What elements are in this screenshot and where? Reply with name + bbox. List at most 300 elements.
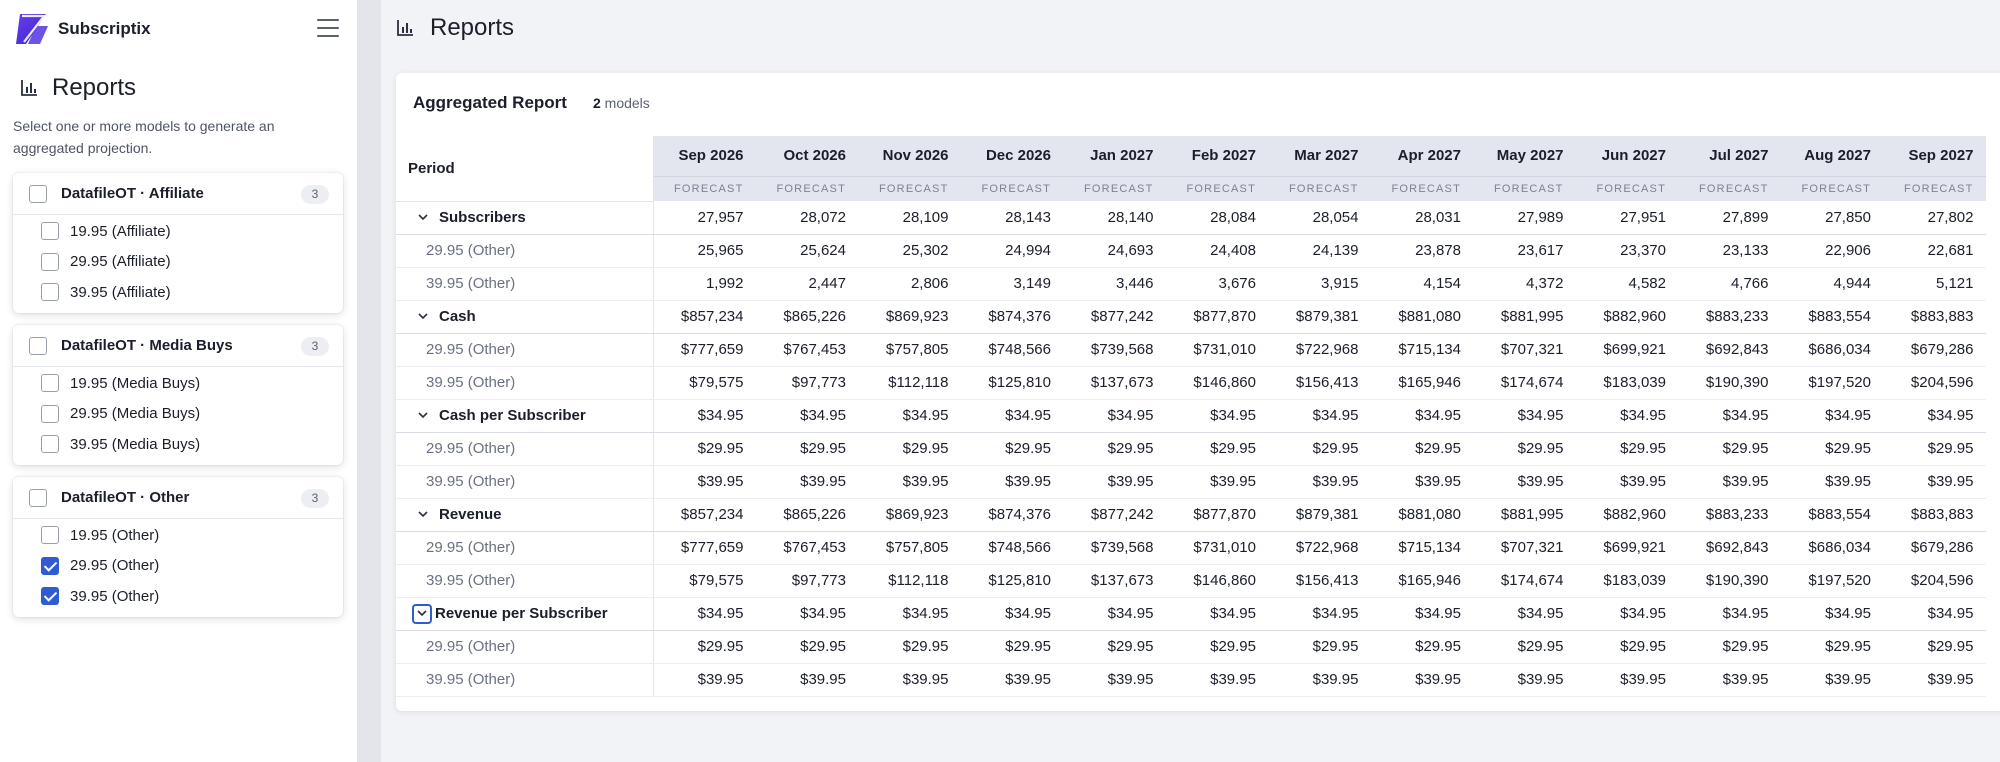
group-checkbox[interactable] <box>29 489 47 507</box>
value-cell: $112,118 <box>858 564 961 597</box>
value-cell: $137,673 <box>1063 564 1166 597</box>
value-cell: 4,582 <box>1576 267 1679 300</box>
value-cell: $39.95 <box>961 465 1064 498</box>
value-cell: $39.95 <box>1166 663 1269 696</box>
value-cell: $29.95 <box>1781 432 1884 465</box>
option-label: 19.95 (Media Buys) <box>70 374 201 392</box>
value-cell: $692,843 <box>1678 531 1781 564</box>
value-cell: $731,010 <box>1166 333 1269 366</box>
model-option[interactable] <box>13 429 343 460</box>
row-label-cell <box>396 663 653 696</box>
model-option[interactable] <box>13 277 343 308</box>
value-cell: 3,446 <box>1063 267 1166 300</box>
value-cell: 27,850 <box>1781 201 1884 234</box>
value-cell: $39.95 <box>756 465 859 498</box>
value-cell: $39.95 <box>1268 465 1371 498</box>
value-cell: $29.95 <box>1883 630 1986 663</box>
forecast-label: FORECAST <box>653 176 756 201</box>
value-cell: $874,376 <box>961 498 1064 531</box>
value-cell: $125,810 <box>961 564 1064 597</box>
row-label-cell <box>396 432 653 465</box>
model-group <box>13 325 343 465</box>
value-cell: $29.95 <box>1576 630 1679 663</box>
value-cell: 24,139 <box>1268 234 1371 267</box>
value-cell: 4,766 <box>1678 267 1781 300</box>
models-count <box>593 95 650 111</box>
value-cell: $877,242 <box>1063 300 1166 333</box>
value-cell: $767,453 <box>756 531 859 564</box>
value-cell: $125,810 <box>961 366 1064 399</box>
page-header <box>396 14 514 42</box>
option-checkbox[interactable] <box>41 557 59 575</box>
value-cell: $39.95 <box>1678 663 1781 696</box>
value-cell: 3,676 <box>1166 267 1269 300</box>
value-cell: $146,860 <box>1166 564 1269 597</box>
value-cell: $39.95 <box>1781 465 1884 498</box>
value-cell: 28,072 <box>756 201 859 234</box>
value-cell: $39.95 <box>1371 663 1474 696</box>
value-cell: $29.95 <box>1678 432 1781 465</box>
value-cell: $39.95 <box>1473 465 1576 498</box>
row-label: 39.95 (Other) <box>426 671 516 688</box>
value-cell: $34.95 <box>653 399 756 432</box>
option-checkbox[interactable] <box>41 222 59 240</box>
row-label: Revenue <box>439 505 502 523</box>
sidebar-title <box>20 74 136 102</box>
month-header: Jun 2027 <box>1576 136 1679 176</box>
group-name: DatafileOT · Other <box>61 489 190 506</box>
forecast-label: FORECAST <box>1371 176 1474 201</box>
forecast-label: FORECAST <box>1166 176 1269 201</box>
value-cell: 28,031 <box>1371 201 1474 234</box>
value-cell: $183,039 <box>1576 366 1679 399</box>
value-cell: $857,234 <box>653 498 756 531</box>
value-cell: $881,995 <box>1473 300 1576 333</box>
option-checkbox[interactable] <box>41 374 59 392</box>
model-group-header[interactable] <box>13 325 343 367</box>
forecast-label: FORECAST <box>1268 176 1371 201</box>
value-cell: $39.95 <box>858 465 961 498</box>
value-cell: $39.95 <box>1063 465 1166 498</box>
metric-group-row[interactable] <box>396 597 1986 630</box>
value-cell: $39.95 <box>1268 663 1371 696</box>
subscriptix-logo[interactable] <box>14 12 50 46</box>
value-cell: $39.95 <box>1063 663 1166 696</box>
month-header: Dec 2026 <box>961 136 1064 176</box>
row-label: 29.95 (Other) <box>426 341 516 358</box>
metric-sub-row <box>396 333 1986 366</box>
metric-sub-row <box>396 366 1986 399</box>
value-cell: $39.95 <box>858 663 961 696</box>
row-label: 39.95 (Other) <box>426 374 516 391</box>
model-option[interactable] <box>13 216 343 247</box>
group-checkbox[interactable] <box>29 337 47 355</box>
value-cell: $39.95 <box>653 465 756 498</box>
value-cell: $882,960 <box>1576 300 1679 333</box>
value-cell: 24,994 <box>961 234 1064 267</box>
value-cell: $39.95 <box>1371 465 1474 498</box>
sidebar-header <box>14 14 344 44</box>
value-cell: 27,989 <box>1473 201 1576 234</box>
value-cell: 28,140 <box>1063 201 1166 234</box>
model-option[interactable] <box>13 399 343 430</box>
app-name: Subscriptix <box>58 19 151 38</box>
metric-group-row[interactable] <box>396 300 1986 333</box>
value-cell: $204,596 <box>1883 564 1986 597</box>
value-cell: $156,413 <box>1268 366 1371 399</box>
value-cell: $29.95 <box>1063 432 1166 465</box>
value-cell: $174,674 <box>1473 366 1576 399</box>
row-label-cell <box>396 498 653 531</box>
value-cell: 2,806 <box>858 267 961 300</box>
model-option[interactable] <box>13 368 343 399</box>
value-cell: $34.95 <box>961 597 1064 630</box>
value-cell: $767,453 <box>756 333 859 366</box>
value-cell: $29.95 <box>1166 630 1269 663</box>
value-cell: $882,960 <box>1576 498 1679 531</box>
value-cell: 3,149 <box>961 267 1064 300</box>
value-cell: 23,370 <box>1576 234 1679 267</box>
value-cell: $165,946 <box>1371 366 1474 399</box>
value-cell: $883,883 <box>1883 498 1986 531</box>
value-cell: $79,575 <box>653 366 756 399</box>
value-cell: $39.95 <box>756 663 859 696</box>
value-cell: $34.95 <box>1576 399 1679 432</box>
row-label: 39.95 (Other) <box>426 572 516 589</box>
value-cell: 28,084 <box>1166 201 1269 234</box>
value-cell: $39.95 <box>1576 465 1679 498</box>
value-cell: $34.95 <box>1473 597 1576 630</box>
group-count-badge: 3 <box>301 489 329 508</box>
forecast-label: FORECAST <box>961 176 1064 201</box>
value-cell: 4,944 <box>1781 267 1884 300</box>
month-header: Mar 2027 <box>1268 136 1371 176</box>
metric-sub-row <box>396 630 1986 663</box>
page-title: Reports <box>430 14 515 41</box>
sidebar <box>0 0 357 762</box>
row-label: 29.95 (Other) <box>426 638 516 655</box>
value-cell: $879,381 <box>1268 300 1371 333</box>
month-header: Nov 2026 <box>858 136 961 176</box>
value-cell: $731,010 <box>1166 531 1269 564</box>
hamburger-icon[interactable] <box>317 19 339 39</box>
value-cell: 22,681 <box>1883 234 1986 267</box>
value-cell: $748,566 <box>961 531 1064 564</box>
value-cell: $156,413 <box>1268 564 1371 597</box>
value-cell: $34.95 <box>1166 597 1269 630</box>
metric-sub-row <box>396 564 1986 597</box>
value-cell: 25,302 <box>858 234 961 267</box>
period-header: Period <box>396 136 653 201</box>
value-cell: 27,899 <box>1678 201 1781 234</box>
value-cell: 22,906 <box>1781 234 1884 267</box>
value-cell: $97,773 <box>756 366 859 399</box>
value-cell: 23,133 <box>1678 234 1781 267</box>
row-label: 29.95 (Other) <box>426 440 516 457</box>
group-count-badge: 3 <box>301 185 329 204</box>
value-cell: $165,946 <box>1371 564 1474 597</box>
row-label: 39.95 (Other) <box>426 275 516 292</box>
chevron-down-icon[interactable] <box>417 507 433 523</box>
value-cell: $777,659 <box>653 531 756 564</box>
value-cell: 2,447 <box>756 267 859 300</box>
value-cell: $883,554 <box>1781 498 1884 531</box>
value-cell: $722,968 <box>1268 333 1371 366</box>
value-cell: $34.95 <box>858 597 961 630</box>
metric-sub-row <box>396 432 1986 465</box>
value-cell: $29.95 <box>1268 432 1371 465</box>
value-cell: $881,080 <box>1371 498 1474 531</box>
value-cell: $748,566 <box>961 333 1064 366</box>
value-cell: 25,624 <box>756 234 859 267</box>
value-cell: $29.95 <box>1781 630 1884 663</box>
row-label-cell <box>396 531 653 564</box>
value-cell: $39.95 <box>1678 465 1781 498</box>
value-cell: 23,617 <box>1473 234 1576 267</box>
value-cell: $29.95 <box>653 432 756 465</box>
value-cell: $29.95 <box>1678 630 1781 663</box>
value-cell: $97,773 <box>756 564 859 597</box>
value-cell: $722,968 <box>1268 531 1371 564</box>
model-group <box>13 173 343 313</box>
value-cell: $34.95 <box>1678 399 1781 432</box>
value-cell: $112,118 <box>858 366 961 399</box>
metric-sub-row <box>396 267 1986 300</box>
value-cell: $197,520 <box>1781 564 1884 597</box>
chevron-down-icon[interactable] <box>412 604 432 624</box>
sidebar-description: Select one or more models to generate an aggregated projection. <box>13 118 275 156</box>
value-cell: $29.95 <box>1473 630 1576 663</box>
value-cell: $197,520 <box>1781 366 1884 399</box>
value-cell: $686,034 <box>1781 531 1884 564</box>
value-cell: 24,408 <box>1166 234 1269 267</box>
value-cell: $29.95 <box>756 630 859 663</box>
metric-sub-row <box>396 663 1986 696</box>
model-option[interactable] <box>13 247 343 278</box>
option-label: 29.95 (Affiliate) <box>70 253 171 271</box>
month-header: Aug 2027 <box>1781 136 1884 176</box>
value-cell: $686,034 <box>1781 333 1884 366</box>
metric-group-row[interactable] <box>396 201 1986 234</box>
value-cell: $29.95 <box>961 630 1064 663</box>
value-cell: $34.95 <box>858 399 961 432</box>
metric-group-row[interactable] <box>396 498 1986 531</box>
forecast-label: FORECAST <box>756 176 859 201</box>
value-cell: $29.95 <box>858 432 961 465</box>
group-options <box>13 367 343 465</box>
model-option[interactable] <box>13 520 343 551</box>
value-cell: $29.95 <box>1063 630 1166 663</box>
option-checkbox[interactable] <box>41 405 59 423</box>
value-cell: $869,923 <box>858 498 961 531</box>
option-checkbox[interactable] <box>41 587 59 605</box>
value-cell: 4,154 <box>1371 267 1474 300</box>
value-cell: $757,805 <box>858 531 961 564</box>
row-label-cell <box>396 564 653 597</box>
row-label: Subscribers <box>439 208 526 226</box>
value-cell: $715,134 <box>1371 333 1474 366</box>
metric-group-row[interactable] <box>396 399 1986 432</box>
bar-chart-icon <box>396 19 414 37</box>
option-label: 29.95 (Media Buys) <box>70 405 201 423</box>
value-cell: $39.95 <box>1781 663 1884 696</box>
value-cell: $29.95 <box>1576 432 1679 465</box>
value-cell: $679,286 <box>1883 531 1986 564</box>
value-cell: $39.95 <box>1883 465 1986 498</box>
value-cell: $34.95 <box>1371 597 1474 630</box>
value-cell: 28,054 <box>1268 201 1371 234</box>
row-label: 39.95 (Other) <box>426 473 516 490</box>
chevron-down-icon[interactable] <box>417 309 433 325</box>
model-option[interactable] <box>13 581 343 612</box>
value-cell: $869,923 <box>858 300 961 333</box>
value-cell: $34.95 <box>1371 399 1474 432</box>
value-cell: $34.95 <box>1883 597 1986 630</box>
value-cell: $34.95 <box>1781 597 1884 630</box>
value-cell: $877,870 <box>1166 498 1269 531</box>
value-cell: $39.95 <box>1883 663 1986 696</box>
value-cell: $707,321 <box>1473 531 1576 564</box>
forecast-label: FORECAST <box>1576 176 1679 201</box>
option-checkbox[interactable] <box>41 526 59 544</box>
value-cell: $692,843 <box>1678 333 1781 366</box>
row-label-cell <box>396 465 653 498</box>
value-cell: $34.95 <box>1268 399 1371 432</box>
value-cell: $757,805 <box>858 333 961 366</box>
row-label-cell <box>396 201 653 234</box>
metric-sub-row <box>396 234 1986 267</box>
sidebar-title-text: Reports <box>52 74 137 101</box>
value-cell: 4,372 <box>1473 267 1576 300</box>
row-label-cell <box>396 630 653 663</box>
metric-sub-row <box>396 465 1986 498</box>
value-cell: 28,143 <box>961 201 1064 234</box>
option-checkbox[interactable] <box>41 283 59 301</box>
value-cell: 27,951 <box>1576 201 1679 234</box>
row-label-cell <box>396 333 653 366</box>
value-cell: $874,376 <box>961 300 1064 333</box>
value-cell: $881,080 <box>1371 300 1474 333</box>
value-cell: 3,915 <box>1268 267 1371 300</box>
value-cell: $39.95 <box>1166 465 1269 498</box>
value-cell: $883,233 <box>1678 498 1781 531</box>
value-cell: $739,568 <box>1063 333 1166 366</box>
metric-sub-row <box>396 531 1986 564</box>
option-label: 39.95 (Affiliate) <box>70 283 171 301</box>
forecast-label: FORECAST <box>858 176 961 201</box>
month-header: Feb 2027 <box>1166 136 1269 176</box>
value-cell: $29.95 <box>756 432 859 465</box>
value-cell: $865,226 <box>756 300 859 333</box>
card-header <box>413 93 650 113</box>
value-cell: $883,554 <box>1781 300 1884 333</box>
value-cell: $34.95 <box>1063 399 1166 432</box>
card-title: Aggregated Report <box>413 93 567 112</box>
model-group-header[interactable] <box>13 477 343 519</box>
value-cell: 23,878 <box>1371 234 1474 267</box>
group-checkbox[interactable] <box>29 185 47 203</box>
value-cell: $699,921 <box>1576 531 1679 564</box>
month-header: May 2027 <box>1473 136 1576 176</box>
value-cell: $879,381 <box>1268 498 1371 531</box>
month-header: Jul 2027 <box>1678 136 1781 176</box>
value-cell: $34.95 <box>1883 399 1986 432</box>
value-cell: $34.95 <box>1576 597 1679 630</box>
value-cell: $29.95 <box>1883 432 1986 465</box>
value-cell: $877,242 <box>1063 498 1166 531</box>
row-label-cell <box>396 300 653 333</box>
value-cell: $699,921 <box>1576 333 1679 366</box>
models-count-number: 2 <box>592 95 601 111</box>
value-cell: $739,568 <box>1063 531 1166 564</box>
forecast-label: FORECAST <box>1883 176 1986 201</box>
value-cell: $34.95 <box>756 597 859 630</box>
value-cell: $29.95 <box>1268 630 1371 663</box>
value-cell: $707,321 <box>1473 333 1576 366</box>
row-label: Cash <box>439 307 476 325</box>
chevron-down-icon[interactable] <box>417 210 433 226</box>
value-cell: $29.95 <box>961 432 1064 465</box>
option-label: 29.95 (Other) <box>70 557 160 575</box>
value-cell: 1,992 <box>653 267 756 300</box>
value-cell: $204,596 <box>1883 366 1986 399</box>
value-cell: 5,121 <box>1883 267 1986 300</box>
bar-chart-icon <box>20 79 38 97</box>
aggregated-report-card <box>396 73 2000 711</box>
value-cell: $679,286 <box>1883 333 1986 366</box>
option-checkbox[interactable] <box>41 253 59 271</box>
model-group <box>13 477 343 617</box>
value-cell: $29.95 <box>858 630 961 663</box>
model-option[interactable] <box>13 551 343 582</box>
month-header-row <box>396 136 1986 176</box>
value-cell: 28,109 <box>858 201 961 234</box>
value-cell: $777,659 <box>653 333 756 366</box>
row-label: Revenue per Subscriber <box>435 604 608 622</box>
model-group-header[interactable] <box>13 173 343 215</box>
value-cell: $39.95 <box>961 663 1064 696</box>
group-options <box>13 215 343 313</box>
value-cell: $877,870 <box>1166 300 1269 333</box>
value-cell: $34.95 <box>756 399 859 432</box>
report-table <box>396 136 1986 697</box>
group-options <box>13 519 343 617</box>
value-cell: $79,575 <box>653 564 756 597</box>
value-cell: $34.95 <box>1063 597 1166 630</box>
forecast-label: FORECAST <box>1063 176 1166 201</box>
value-cell: $190,390 <box>1678 366 1781 399</box>
month-header: Sep 2027 <box>1883 136 1986 176</box>
month-header: Sep 2026 <box>653 136 756 176</box>
value-cell: $146,860 <box>1166 366 1269 399</box>
value-cell: $34.95 <box>1268 597 1371 630</box>
option-checkbox[interactable] <box>41 435 59 453</box>
row-label-cell <box>396 597 653 630</box>
value-cell: $34.95 <box>961 399 1064 432</box>
value-cell: $39.95 <box>1576 663 1679 696</box>
row-label: 29.95 (Other) <box>426 242 516 259</box>
month-header: Jan 2027 <box>1063 136 1166 176</box>
value-cell: $174,674 <box>1473 564 1576 597</box>
value-cell: $883,883 <box>1883 300 1986 333</box>
chevron-down-icon[interactable] <box>417 408 433 424</box>
value-cell: 27,957 <box>653 201 756 234</box>
row-label: 29.95 (Other) <box>426 539 516 556</box>
forecast-label: FORECAST <box>1678 176 1781 201</box>
month-header: Apr 2027 <box>1371 136 1474 176</box>
row-label-cell <box>396 399 653 432</box>
value-cell: $34.95 <box>1473 399 1576 432</box>
